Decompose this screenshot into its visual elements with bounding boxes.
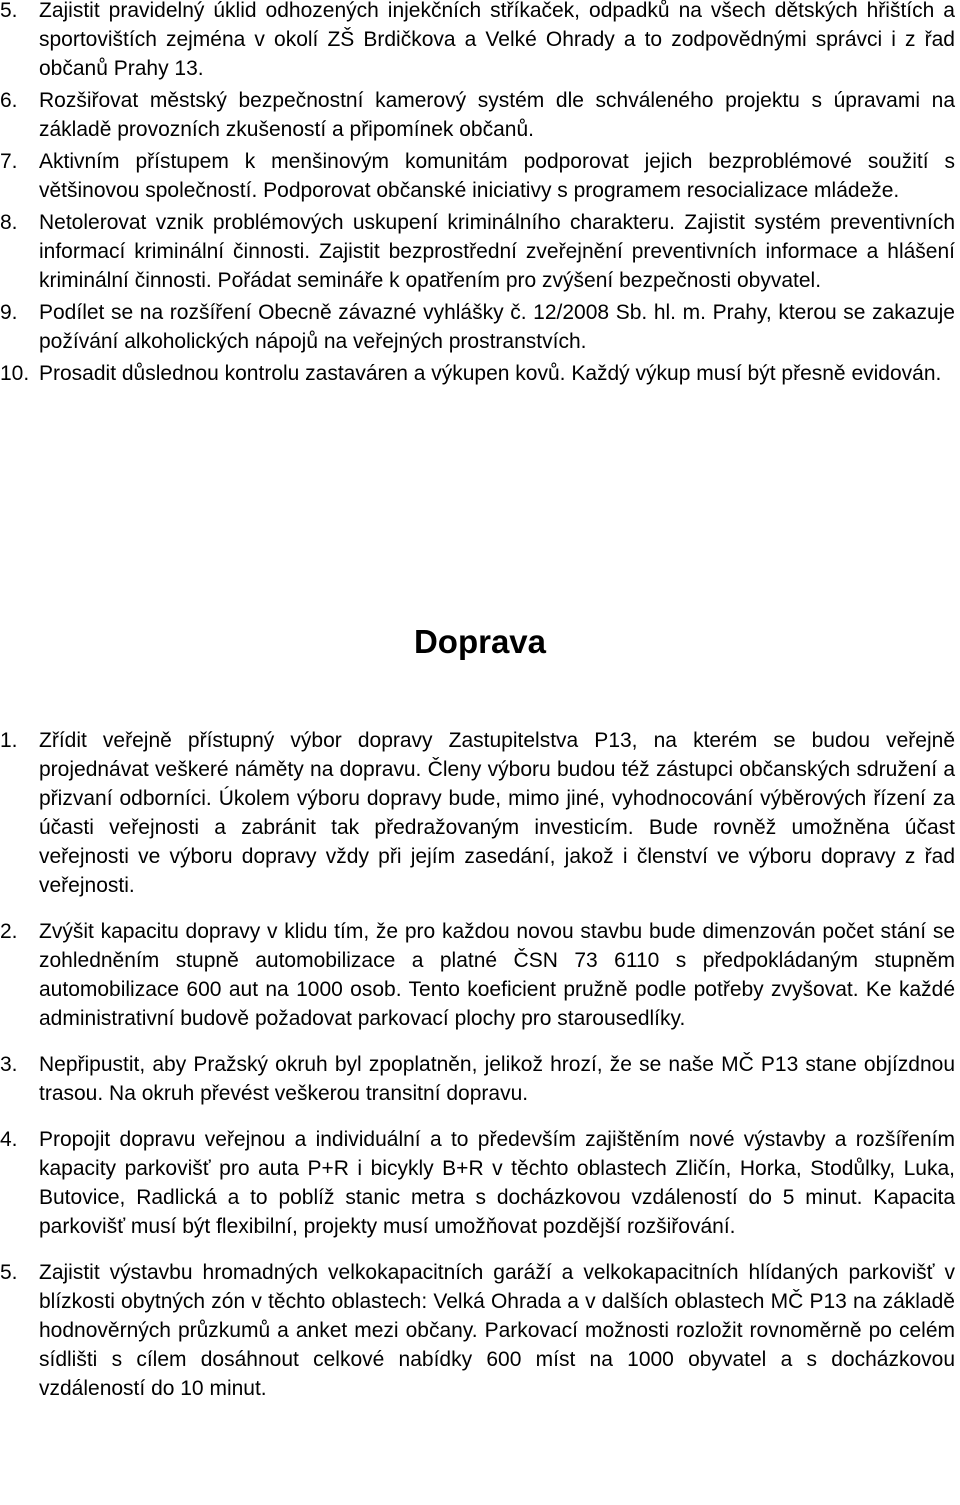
- list-item: [0, 1258, 960, 1403]
- item-text: Zajistit výstavbu hromadných velkokapacitních garáží a velkokapacitních hlídaných parkovišť v blízkosti obytných zón v těchto oblastech: Velká Ohrada a v dalších oblastech MČ P13 na základě hodnověrných průzkumů a anket mezi občany. Parkovací možnosti rozložit rovnoměrně po celém sídlišti s cílem dosáhnout celkové nabídky 600 míst na 1000 obyvatel a s docházkovou vzdáleností do 10 minut.: [39, 1261, 955, 1400]
- security-measures-list: [0, 0, 960, 391]
- item-text: Podílet se na rozšíření Obecně závazné vyhlášky č. 12/2008 Sb. hl. m. Prahy, kterou se zakazuje požívání alkoholických nápojů na veřejných prostranstvích.: [39, 301, 955, 353]
- item-text: Zvýšit kapacitu dopravy v klidu tím, že pro každou novou stavbu bude dimenzován počet stání se zohledněním stupně automobilizace a platné ČSN 73 6110 s předpokládaným stupněm automobilizace 600 aut na 1000 osob. Tento koeficient pružně podle potřeby zvyšovat. Ke každé administrativní budově požadovat parkovací plochy pro starousedlíky.: [39, 920, 955, 1030]
- item-text: Rozšiřovat městský bezpečnostní kamerový systém dle schváleného projektu s úpravami na základě provozních zkušeností a připomínek občanů.: [39, 89, 955, 141]
- item-number: 7.: [0, 150, 18, 173]
- item-text: Propojit dopravu veřejnou a individuální a to především zajištěním nové výstavby a rozšířením kapacity parkovišť pro auta P+R i bicykly B+R v těchto oblastech Zličín, Horka, Stodůlky, Luka, Butovice, Radlická a to poblíž stanic metra s docházkovou vzdáleností do 5 minut. Kapacita parkovišť musí být flexibilní, projekty musí umožňovat pozdější rozšiřování.: [39, 1128, 955, 1238]
- list-item: [0, 1125, 960, 1241]
- list-item: [0, 298, 960, 356]
- list-item: [0, 86, 960, 144]
- item-text: Prosadit důslednou kontrolu zastaváren a výkupen kovů. Každý výkup musí být přesně evidován.: [39, 362, 942, 385]
- doprava-list: [0, 726, 960, 1420]
- item-number: 9.: [0, 301, 18, 324]
- item-text: Aktivním přístupem k menšinovým komunitám podporovat jejich bezproblémové soužití s většinovou společností. Podporovat občanské iniciativy s programem resocializace mládeže.: [39, 150, 955, 202]
- list-item: [0, 208, 960, 295]
- list-item: [0, 359, 960, 388]
- item-number: 5.: [0, 0, 18, 22]
- item-number: 5.: [0, 1261, 18, 1284]
- list-item: [0, 726, 960, 900]
- item-number: 1.: [0, 729, 18, 752]
- list-item: [0, 147, 960, 205]
- section-heading: Doprava: [413, 623, 547, 660]
- list-item: [0, 0, 960, 83]
- item-number: 2.: [0, 920, 18, 943]
- item-number: 10.: [0, 362, 30, 385]
- item-number: 8.: [0, 211, 18, 234]
- item-text: Netolerovat vznik problémových uskupení kriminálního charakteru. Zajistit systém preventivních informací kriminální činnosti. Zajistit bezprostřední zveřejnění preventivních informace a hlášení kriminální činnosti. Pořádat semináře k opatřením pro zvýšení bezpečnosti obyvatel.: [39, 211, 955, 292]
- item-text: Zřídit veřejně přístupný výbor dopravy Zastupitelstva P13, na kterém se budou veřejně projednávat veškeré náměty na dopravu. Členy výboru budou též zástupci občanských sdružení a přizvaní odborníci. Úkolem výboru dopravy bude, mimo jiné, vyhodnocování výběrových řízení za účasti veřejnosti a zabránit tak předražovaným investicím. Bude rovněž umožněna účast veřejnosti ve výboru dopravy vždy při jejím zasedání, jakož i členství ve výboru dopravy z řad veřejnosti.: [39, 729, 955, 897]
- item-number: 6.: [0, 89, 18, 112]
- item-text: Nepřipustit, aby Pražský okruh byl zpoplatněn, jelikož hrozí, že se naše MČ P13 stane objízdnou trasou. Na okruh převést veškerou transitní dopravu.: [39, 1053, 955, 1105]
- list-item: [0, 917, 960, 1033]
- item-text: Zajistit pravidelný úklid odhozených injekčních stříkaček, odpadků na všech dětských hřištích a sportovištích zejména v okolí ZŠ Brdičkova a Velké Ohrady a to zodpovědnými správci i z řad občanů Prahy 13.: [39, 0, 955, 80]
- item-number: 3.: [0, 1053, 18, 1076]
- item-number: 4.: [0, 1128, 18, 1151]
- list-item: [0, 1050, 960, 1108]
